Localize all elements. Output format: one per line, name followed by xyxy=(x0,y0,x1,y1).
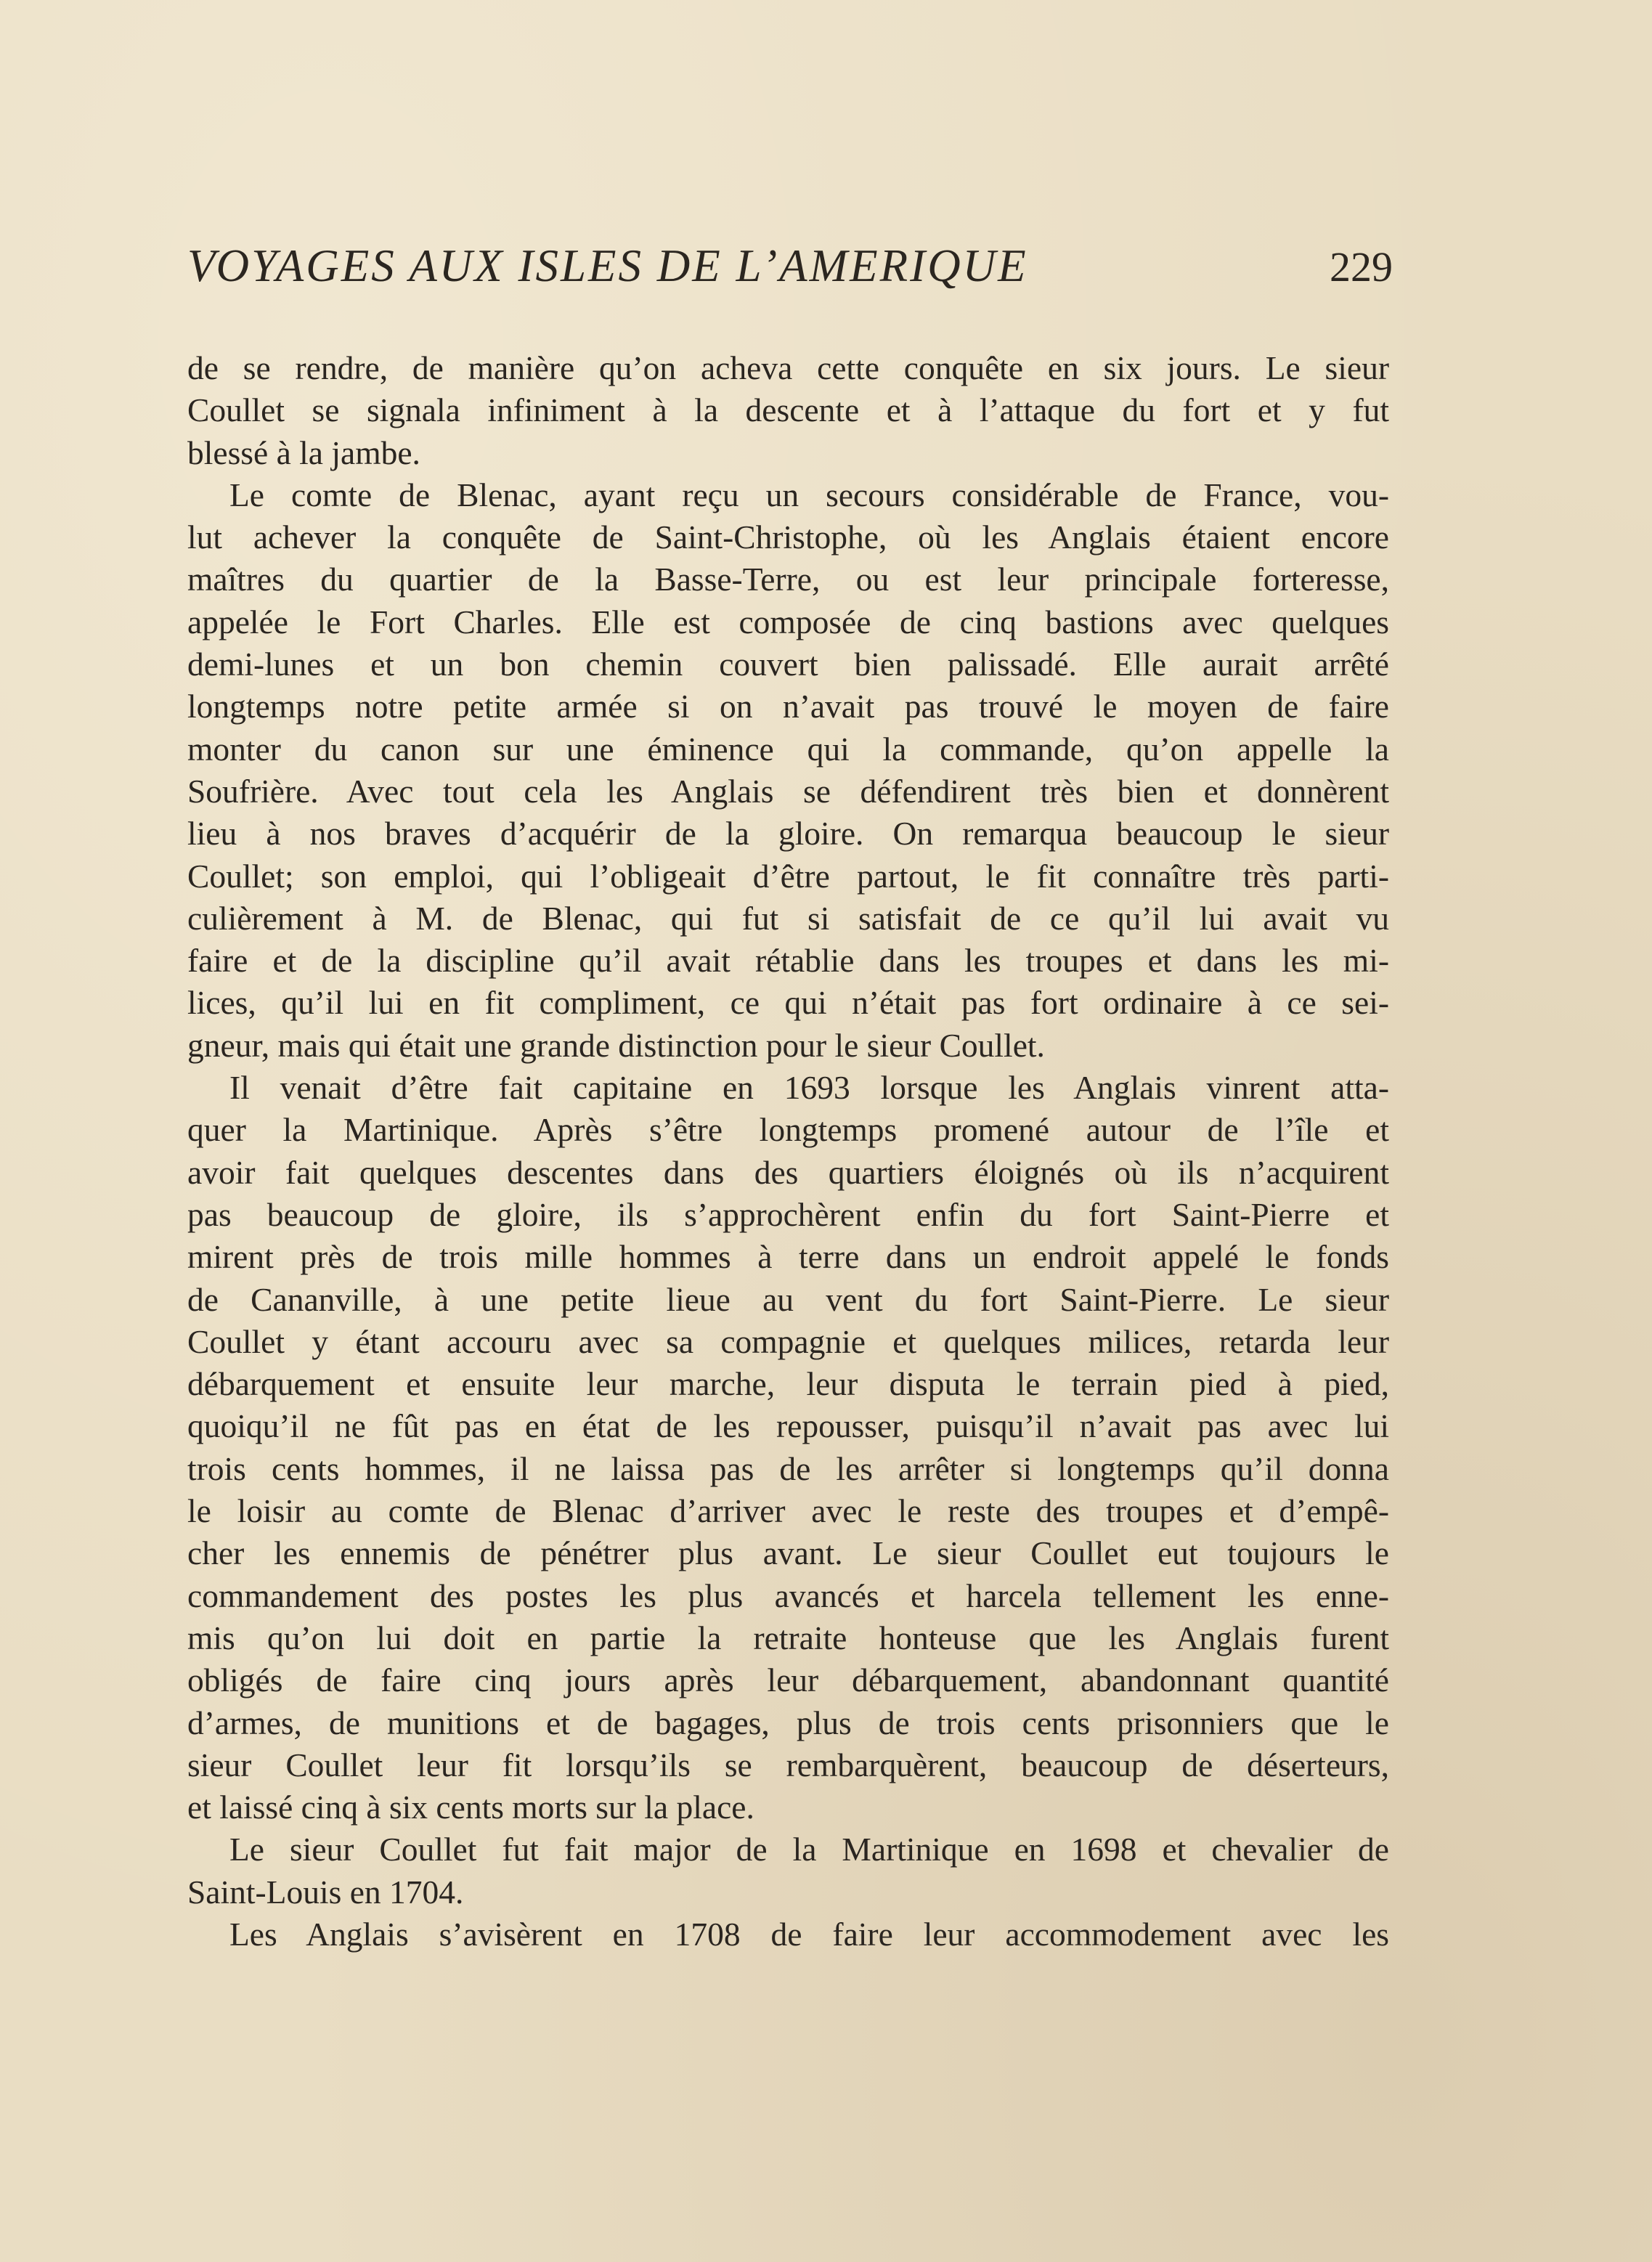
text-line: quer la Martinique. Après s’être longtemps promené autour de l’île et xyxy=(187,1111,1389,1149)
text-line: blessé à la jambe. xyxy=(187,434,420,471)
text-line: le loisir au comte de Blenac d’arriver avec le reste des troupes et d’empê- xyxy=(187,1492,1389,1530)
text-line: longtemps notre petite armée si on n’avait pas trouvé le moyen de faire xyxy=(187,688,1389,725)
text-line: mis qu’on lui doit en partie la retraite honteuse que les Anglais furent xyxy=(187,1619,1389,1656)
text-line: monter du canon sur une éminence qui la commande, qu’on appelle la xyxy=(187,730,1389,768)
text-line: mirent près de trois mille hommes à terre dans un endroit appelé le fonds xyxy=(187,1238,1389,1276)
text-line: Coullet se signala infiniment à la descente et à l’attaque du fort et y fut xyxy=(187,391,1389,429)
text-line: débarquement et ensuite leur marche, leur disputa le terrain pied à pied, xyxy=(187,1365,1389,1403)
text-line: quoiqu’il ne fût pas en état de les repousser, puisqu’il n’avait pas avec lui xyxy=(187,1407,1389,1445)
page-header xyxy=(187,240,1393,312)
text-line: Il venait d’être fait capitaine en 1693 lorsque les Anglais vinrent atta- xyxy=(229,1069,1389,1107)
text-line: sieur Coullet leur fit lorsqu’ils se rembarquèrent, beaucoup de déserteurs, xyxy=(187,1746,1389,1783)
text-line: Coullet; son emploi, qui l’obligeait d’être partout, le fit connaître très parti- xyxy=(187,857,1389,895)
text-line: Saint-Louis en 1704. xyxy=(187,1873,464,1911)
text-line: lut achever la conquête de Saint-Christophe, où les Anglais étaient encore xyxy=(187,518,1389,556)
text-line: appelée le Fort Charles. Elle est composée de cinq bastions avec quelques xyxy=(187,603,1389,640)
text-line: Le sieur Coullet fut fait major de la Martinique en 1698 et chevalier de xyxy=(229,1831,1389,1868)
text-line: Le comte de Blenac, ayant reçu un secours considérable de France, vou- xyxy=(229,476,1389,513)
text-line: gneur, mais qui était une grande distinction pour le sieur Coullet. xyxy=(187,1026,1045,1064)
text-line: et laissé cinq à six cents morts sur la place. xyxy=(187,1789,754,1826)
text-line: demi-lunes et un bon chemin couvert bien palissadé. Elle aurait arrêté xyxy=(187,646,1389,683)
text-line: de se rendre, de manière qu’on acheva cette conquête en six jours. Le sieur xyxy=(187,349,1389,386)
text-line: d’armes, de munitions et de bagages, plus de trois cents prisonniers que le xyxy=(187,1704,1389,1741)
text-line: avoir fait quelques descentes dans des quartiers éloignés où ils n’acquirent xyxy=(187,1153,1389,1191)
text-line: Les Anglais s’avisèrent en 1708 de faire leur accommodement avec les xyxy=(229,1915,1389,1953)
text-line: cher les ennemis de pénétrer plus avant. Le sieur Coullet eut toujours le xyxy=(187,1534,1389,1572)
text-line: commandement des postes les plus avancés et harcela tellement les enne- xyxy=(187,1577,1389,1614)
text-line: lices, qu’il lui en fit compliment, ce qui n’était pas fort ordinaire à ce sei- xyxy=(187,984,1389,1022)
text-line: culièrement à M. de Blenac, qui fut si satisfait de ce qu’il lui avait vu xyxy=(187,899,1389,937)
text-line: maîtres du quartier de la Basse-Terre, ou est leur principale forteresse, xyxy=(187,561,1389,598)
text-line: pas beaucoup de gloire, ils s’approchèrent enfin du fort Saint-Pierre et xyxy=(187,1195,1389,1233)
text-line: trois cents hommes, il ne laissa pas de les arrêter si longtemps qu’il donna xyxy=(187,1449,1389,1487)
text-line: Coullet y étant accouru avec sa compagnie et quelques milices, retarda leur xyxy=(187,1322,1389,1360)
body-text xyxy=(187,347,1389,1956)
text-line: de Cananville, à une petite lieue au vent du fort Saint-Pierre. Le sieur xyxy=(187,1280,1389,1318)
page-number: 229 xyxy=(1330,243,1393,290)
text-line: obligés de faire cinq jours après leur débarquement, abandonnant quantité xyxy=(187,1661,1389,1699)
text-line: faire et de la discipline qu’il avait rétablie dans les troupes et dans les mi- xyxy=(187,942,1389,980)
text-line: lieu à nos braves d’acquérir de la gloire. On remarqua beaucoup le sieur xyxy=(187,815,1389,853)
text-line: Soufrière. Avec tout cela les Anglais se défendirent très bien et donnèrent xyxy=(187,772,1389,810)
running-title: VOYAGES AUX ISLES DE L’AMERIQUE xyxy=(187,240,1028,291)
